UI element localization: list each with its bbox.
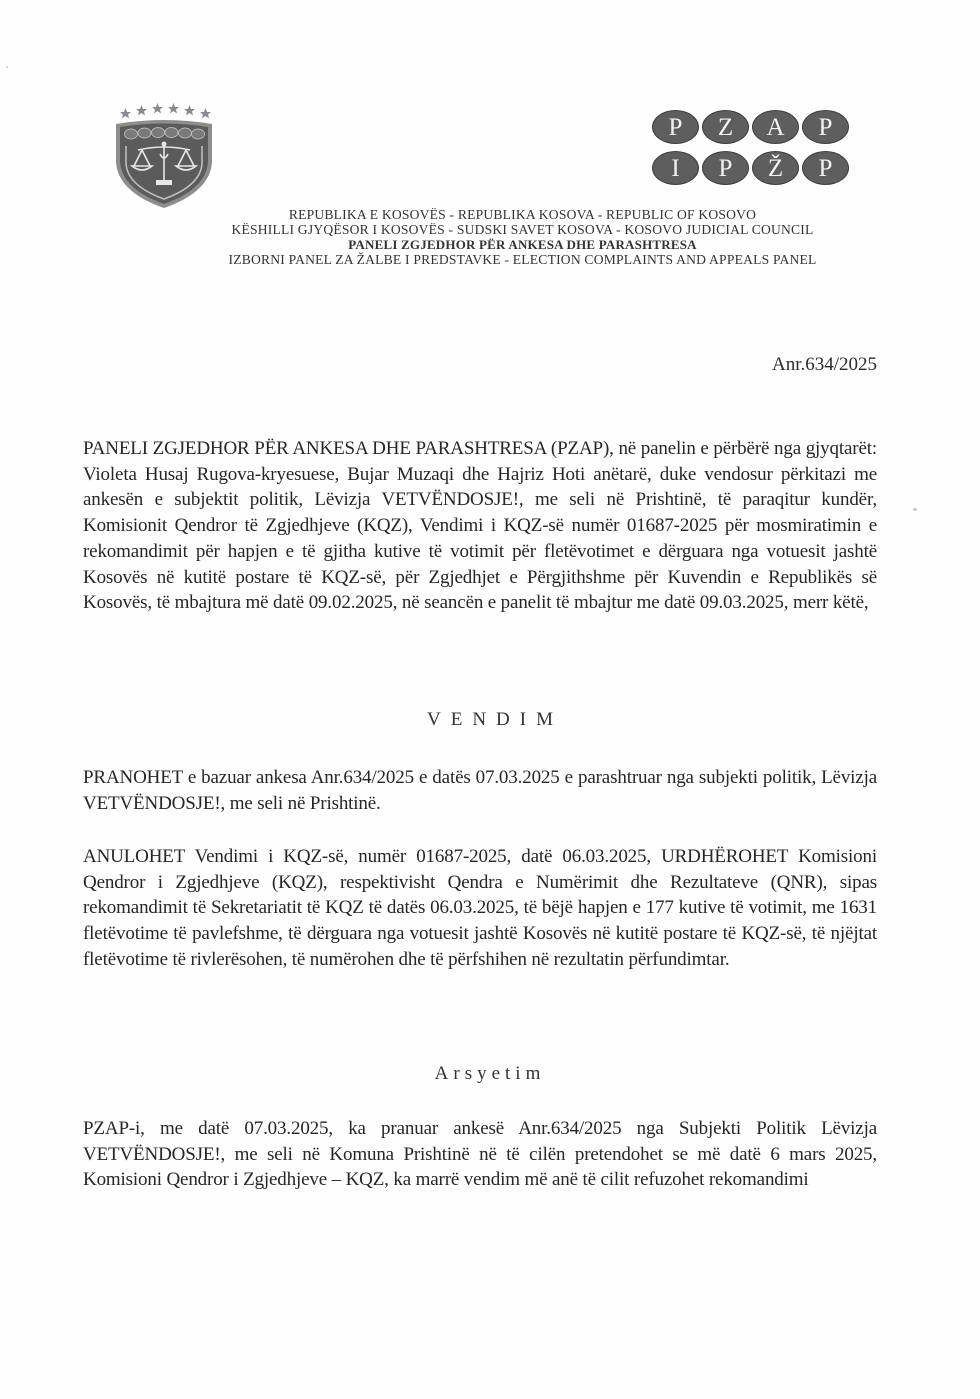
logo-letter-oval: P (702, 151, 749, 185)
scan-speck (913, 508, 917, 511)
decision-paragraph-annul: ANULOHET Vendimi i KQZ-së, numër 01687-2025, datë 06.03.2025, URDHËROHET Komisioni Qendror i Zgjedhjeve (KQZ), respektivisht Qendra e Numërimit dhe Rezultateve (QNR), sipas rekomandimit të Sekretariatit të KQZ të datës 06.03.2025, të bëjë hapjen e 177 kutive të votimit, me 1631 fletëvotime të pavlefshme, të dërguara nga votuesit jashtë Kosovës në kutitë postare të KQZ-së, të njëjtat fletëvotime të rivlerësohen, të numërohen dhe të përfshihen në rezultatin përfundimtar. (83, 846, 877, 970)
letterhead-council: KËSHILLI GJYQËSOR I KOSOVËS - SUDSKI SAVET KOSOVA - KOSOVO JUDICIAL COUNCIL (231, 222, 814, 237)
logo-letter-oval: A (752, 110, 799, 144)
ipzp-logo-row-serbian (652, 151, 852, 187)
scan-speck (6, 66, 8, 68)
case-number: Anr.634/2025 (771, 354, 877, 375)
decision-heading: VENDIM (427, 709, 563, 730)
logo-letter-oval: P (802, 110, 849, 144)
pzap-ipzp-logo (652, 110, 852, 188)
letterhead-panel-serbian-english: IZBORNI PANEL ZA ŽALBE I PREDSTAVKE - ELECTION COMPLAINTS AND APPEALS PANEL (228, 252, 817, 267)
letterhead-republic: REPUBLIKA E KOSOVËS - REPUBLIKA KOSOVA - REPUBLIC OF KOSOVO (288, 207, 757, 222)
letterhead (100, 207, 945, 267)
shield-scales-icon (112, 100, 216, 210)
logo-letter-oval: P (652, 110, 699, 144)
logo-letter-oval: Z (702, 110, 749, 144)
reasoning-heading: Arsyetim (434, 1063, 546, 1084)
logo-letter-oval: P (802, 151, 849, 185)
logo-letter-oval: Ž (752, 151, 799, 185)
decision-paragraph-accept: PRANOHET e bazuar ankesa Anr.634/2025 e datës 07.03.2025 e parashtruar nga subjekti politik, Lëvizja VETVËNDOSJE!, me seli në Prishtinë. (83, 767, 877, 814)
judicial-council-emblem (112, 100, 216, 210)
reasoning-paragraph: PZAP-i, me datë 07.03.2025, ka pranuar ankesë Anr.634/2025 nga Subjekti Politik Lëvizja VETVËNDOSJE!, me seli në Komuna Prishtinë në të cilën pretendohet se më datë 6 mars 2025, Komisioni Qendror i Zgjedhjeve – KQZ, ka marrë vendim më anë të cilit refuzohet rekomandimi (83, 1118, 877, 1191)
letterhead-panel-albanian: PANELI ZGJEDHOR PËR ANKESA DHE PARASHTRESA (348, 237, 697, 252)
intro-paragraph: PANELI ZGJEDHOR PËR ANKESA DHE PARASHTRESA (PZAP), në panelin e përbërë nga gjyqtarët: Violeta Husaj Rugova-kryesuese, Bujar Muzaqi dhe Hajriz Hoti anëtarë, duke vendosur përkitazi me ankesën e subjektit politik, Lëvizja VETVËNDOSJE!, me seli në Prishtinë, të paraqitur kundër, Komisionit Qendror të Zgjedhjeve (KQZ), Vendimi i KQZ-së numër 01687-2025 për mosmiratimin e rekomandimit për hapjen e të gjitha kutive të votimit për fletëvotimet e dërguara nga votuesit jashtë Kosovës në kutitë postare të KQZ-së, për Zgjedhjet e Përgjithshme për Kuvendin e Republikës së Kosovës, të mbajtura më datë 09.02.2025, në seancën e panelit të mbajtur me datë 09.03.2025, merr këtë, (83, 438, 877, 614)
logo-letter-oval: I (652, 151, 699, 185)
pzap-logo-row-albanian (652, 110, 852, 146)
